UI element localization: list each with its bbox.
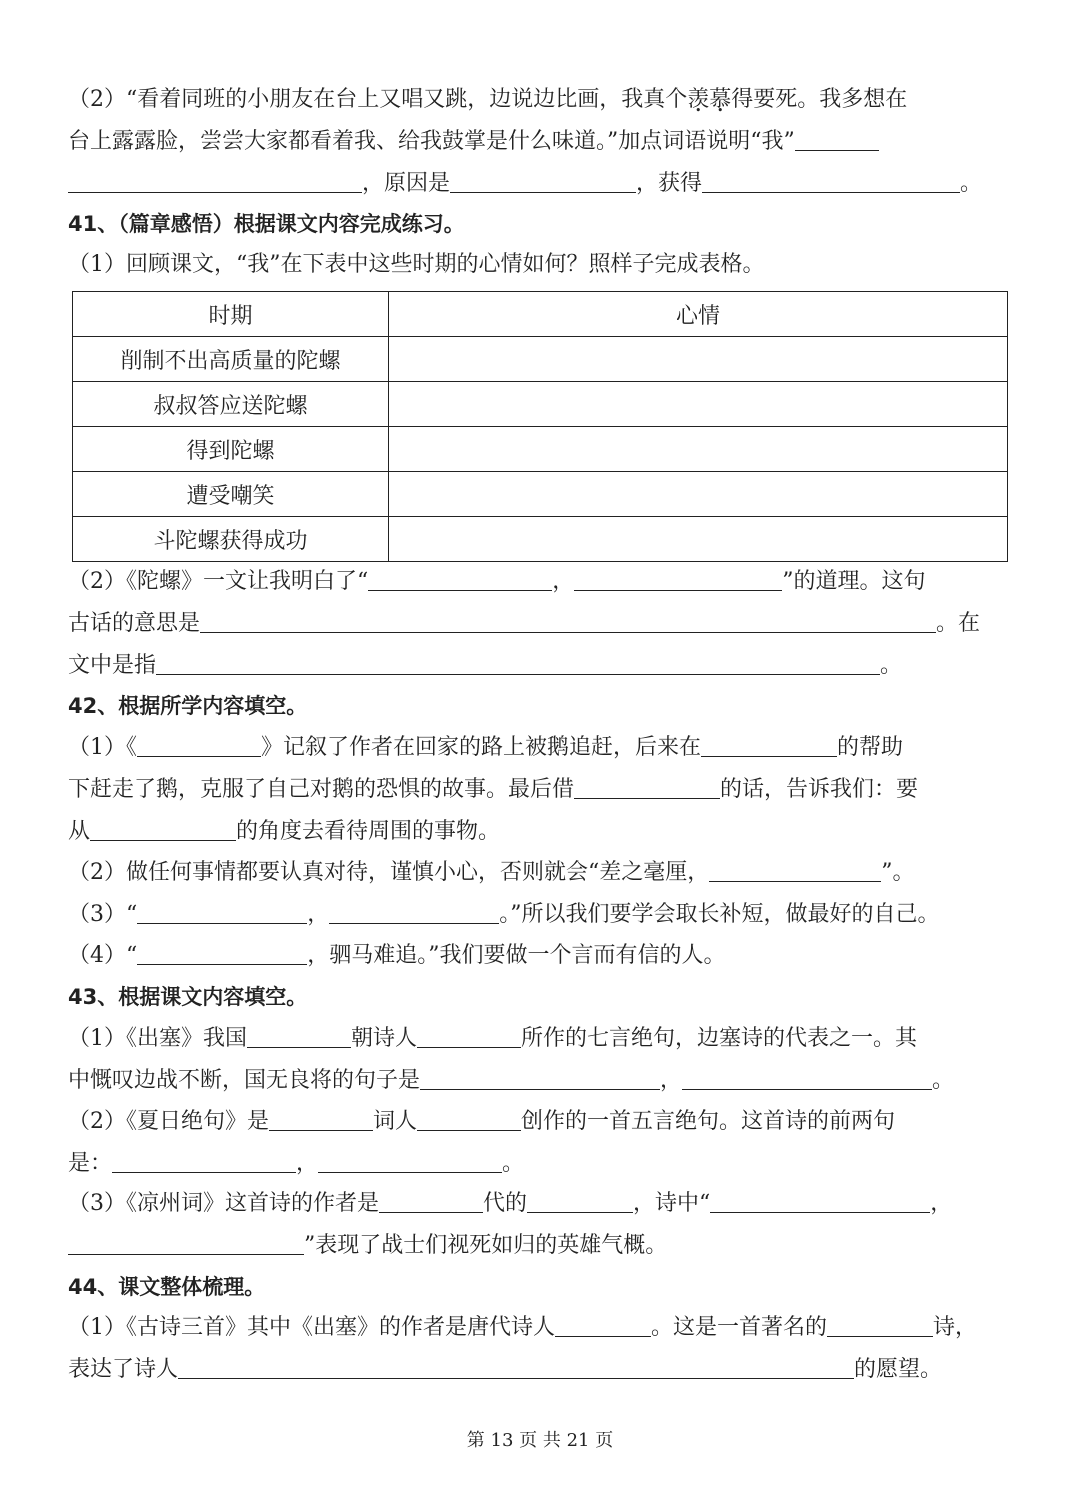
answer-blank[interactable]: [574, 776, 720, 799]
answer-blank[interactable]: [269, 1108, 373, 1131]
period-cell: 叔叔答应送陀螺: [73, 382, 389, 427]
table-row: [73, 427, 1008, 472]
answer-blank[interactable]: [68, 1232, 304, 1255]
answer-blank[interactable]: [379, 1190, 483, 1213]
q42-p1-line2: 下赶走了鹅，克服了自己对鹅的恐惧的故事。最后借 的话，告诉我们：要: [68, 777, 919, 802]
q41-p2-line3: 文中是指 。: [68, 653, 903, 678]
mood-answer-cell[interactable]: [389, 382, 1008, 427]
q42-p1-line3: 从 的角度去看待周围的事物。: [68, 819, 501, 844]
q40-p2-line3: ，原因是 ，获得 。: [68, 169, 982, 199]
q43-p2-line2: 是： ， 。: [68, 1151, 525, 1176]
answer-blank[interactable]: [137, 942, 307, 965]
answer-blank[interactable]: [178, 1356, 854, 1379]
table-row: [73, 382, 1008, 427]
answer-blank[interactable]: [682, 1067, 932, 1090]
q41-p2-line1: （2）《陀螺》一文让我明白了“ ， ”的道理。这句: [68, 569, 926, 594]
emphasis-char: 慕: [709, 87, 732, 112]
answer-blank[interactable]: [574, 568, 782, 591]
q42-p2: （2）做任何事情都要认真对待，谨慎小心，否则就会“差之毫厘， ”。: [68, 860, 915, 885]
answer-blank[interactable]: [709, 859, 881, 882]
mood-answer-cell[interactable]: [389, 472, 1008, 517]
answer-blank[interactable]: [329, 901, 499, 924]
answer-blank[interactable]: [450, 170, 636, 193]
table-row: [73, 517, 1008, 562]
period-cell: 遭受嘲笑: [73, 472, 389, 517]
mood-table: [72, 291, 1008, 562]
mood-answer-cell[interactable]: [389, 427, 1008, 472]
answer-blank[interactable]: [795, 128, 879, 151]
table-header-mood: 心情: [389, 292, 1008, 337]
q44-p1-line1: （1）《古诗三首》其中《出塞》的作者是唐代诗人 。这是一首著名的 诗，: [68, 1315, 978, 1340]
answer-blank[interactable]: [68, 170, 362, 193]
answer-blank[interactable]: [247, 1025, 351, 1048]
answer-blank[interactable]: [555, 1314, 651, 1337]
q41-title: 41、（篇章感悟）根据课文内容完成练习。: [68, 212, 465, 236]
period-cell: 得到陀螺: [73, 427, 389, 472]
q43-p2-line1: （2）《夏日绝句》是 词人 创作的一首五言绝句。这首诗的前两句: [68, 1109, 896, 1134]
q43-title: 43、根据课文内容填空。: [68, 985, 308, 1009]
answer-blank[interactable]: [318, 1150, 502, 1173]
q42-p4: （4）“ ，驷马难追。”我们要做一个言而有信的人。: [68, 943, 726, 968]
emphasis-char: 羡: [687, 87, 710, 112]
q43-p1-line1: （1）《出塞》我国 朝诗人 所作的七言绝句，边塞诗的代表之一。其: [68, 1026, 918, 1051]
q41-p2-line2: 古话的意思是 。在: [68, 611, 981, 636]
table-header-row: [73, 292, 1008, 337]
q43-p3-line2: ”表现了战士们视死如归的英雄气概。: [68, 1231, 667, 1261]
page-footer: 第 13 页 共 21 页: [466, 1430, 614, 1451]
mood-answer-cell[interactable]: [389, 517, 1008, 562]
answer-blank[interactable]: [710, 1190, 930, 1213]
answer-blank[interactable]: [112, 1150, 296, 1173]
q43-p1-line2: 中慨叹边战不断，国无良将的句子是 ， 。: [68, 1068, 955, 1093]
table-row: [73, 472, 1008, 517]
answer-blank[interactable]: [200, 610, 936, 633]
answer-blank[interactable]: [90, 818, 236, 841]
table-header-period: 时期: [73, 292, 389, 337]
q44-p1-line2: 表达了诗人 的愿望。: [68, 1357, 943, 1382]
q42-p3: （3）“ ， 。”所以我们要学会取长补短，做最好的自己。: [68, 902, 940, 927]
answer-blank[interactable]: [701, 734, 837, 757]
mood-answer-cell[interactable]: [389, 337, 1008, 382]
period-cell: 斗陀螺获得成功: [73, 517, 389, 562]
q41-p1: （1）回顾课文，“我”在下表中这些时期的心情如何？照样子完成表格。: [68, 252, 765, 277]
answer-blank[interactable]: [420, 1067, 660, 1090]
answer-blank[interactable]: [368, 568, 552, 591]
answer-blank[interactable]: [417, 1025, 521, 1048]
table-row: [73, 337, 1008, 382]
period-cell: 削制不出高质量的陀螺: [73, 337, 389, 382]
q43-p3-line1: （3）《凉州词》这首诗的作者是 代的 ，诗中“ ，: [68, 1191, 953, 1216]
q42-p1-line1: （1）《 》记叙了作者在回家的路上被鹅追赶，后来在 的帮助: [68, 735, 904, 760]
q42-title: 42、根据所学内容填空。: [68, 694, 308, 718]
q40-p2-line1: （2）“看着同班的小朋友在台上又唱又跳，边说边比画，我真个羡慕得要死。我多想在: [68, 87, 908, 112]
answer-blank[interactable]: [417, 1108, 521, 1131]
answer-blank[interactable]: [527, 1190, 633, 1213]
answer-blank[interactable]: [137, 734, 261, 757]
answer-blank[interactable]: [137, 901, 307, 924]
answer-blank[interactable]: [827, 1314, 933, 1337]
answer-blank[interactable]: [702, 170, 960, 193]
q44-title: 44、课文整体梳理。: [68, 1275, 266, 1299]
q40-p2-line2: 台上露露脸，尝尝大家都看着我、给我鼓掌是什么味道。”加点词语说明“我”: [68, 127, 879, 157]
answer-blank[interactable]: [156, 652, 880, 675]
